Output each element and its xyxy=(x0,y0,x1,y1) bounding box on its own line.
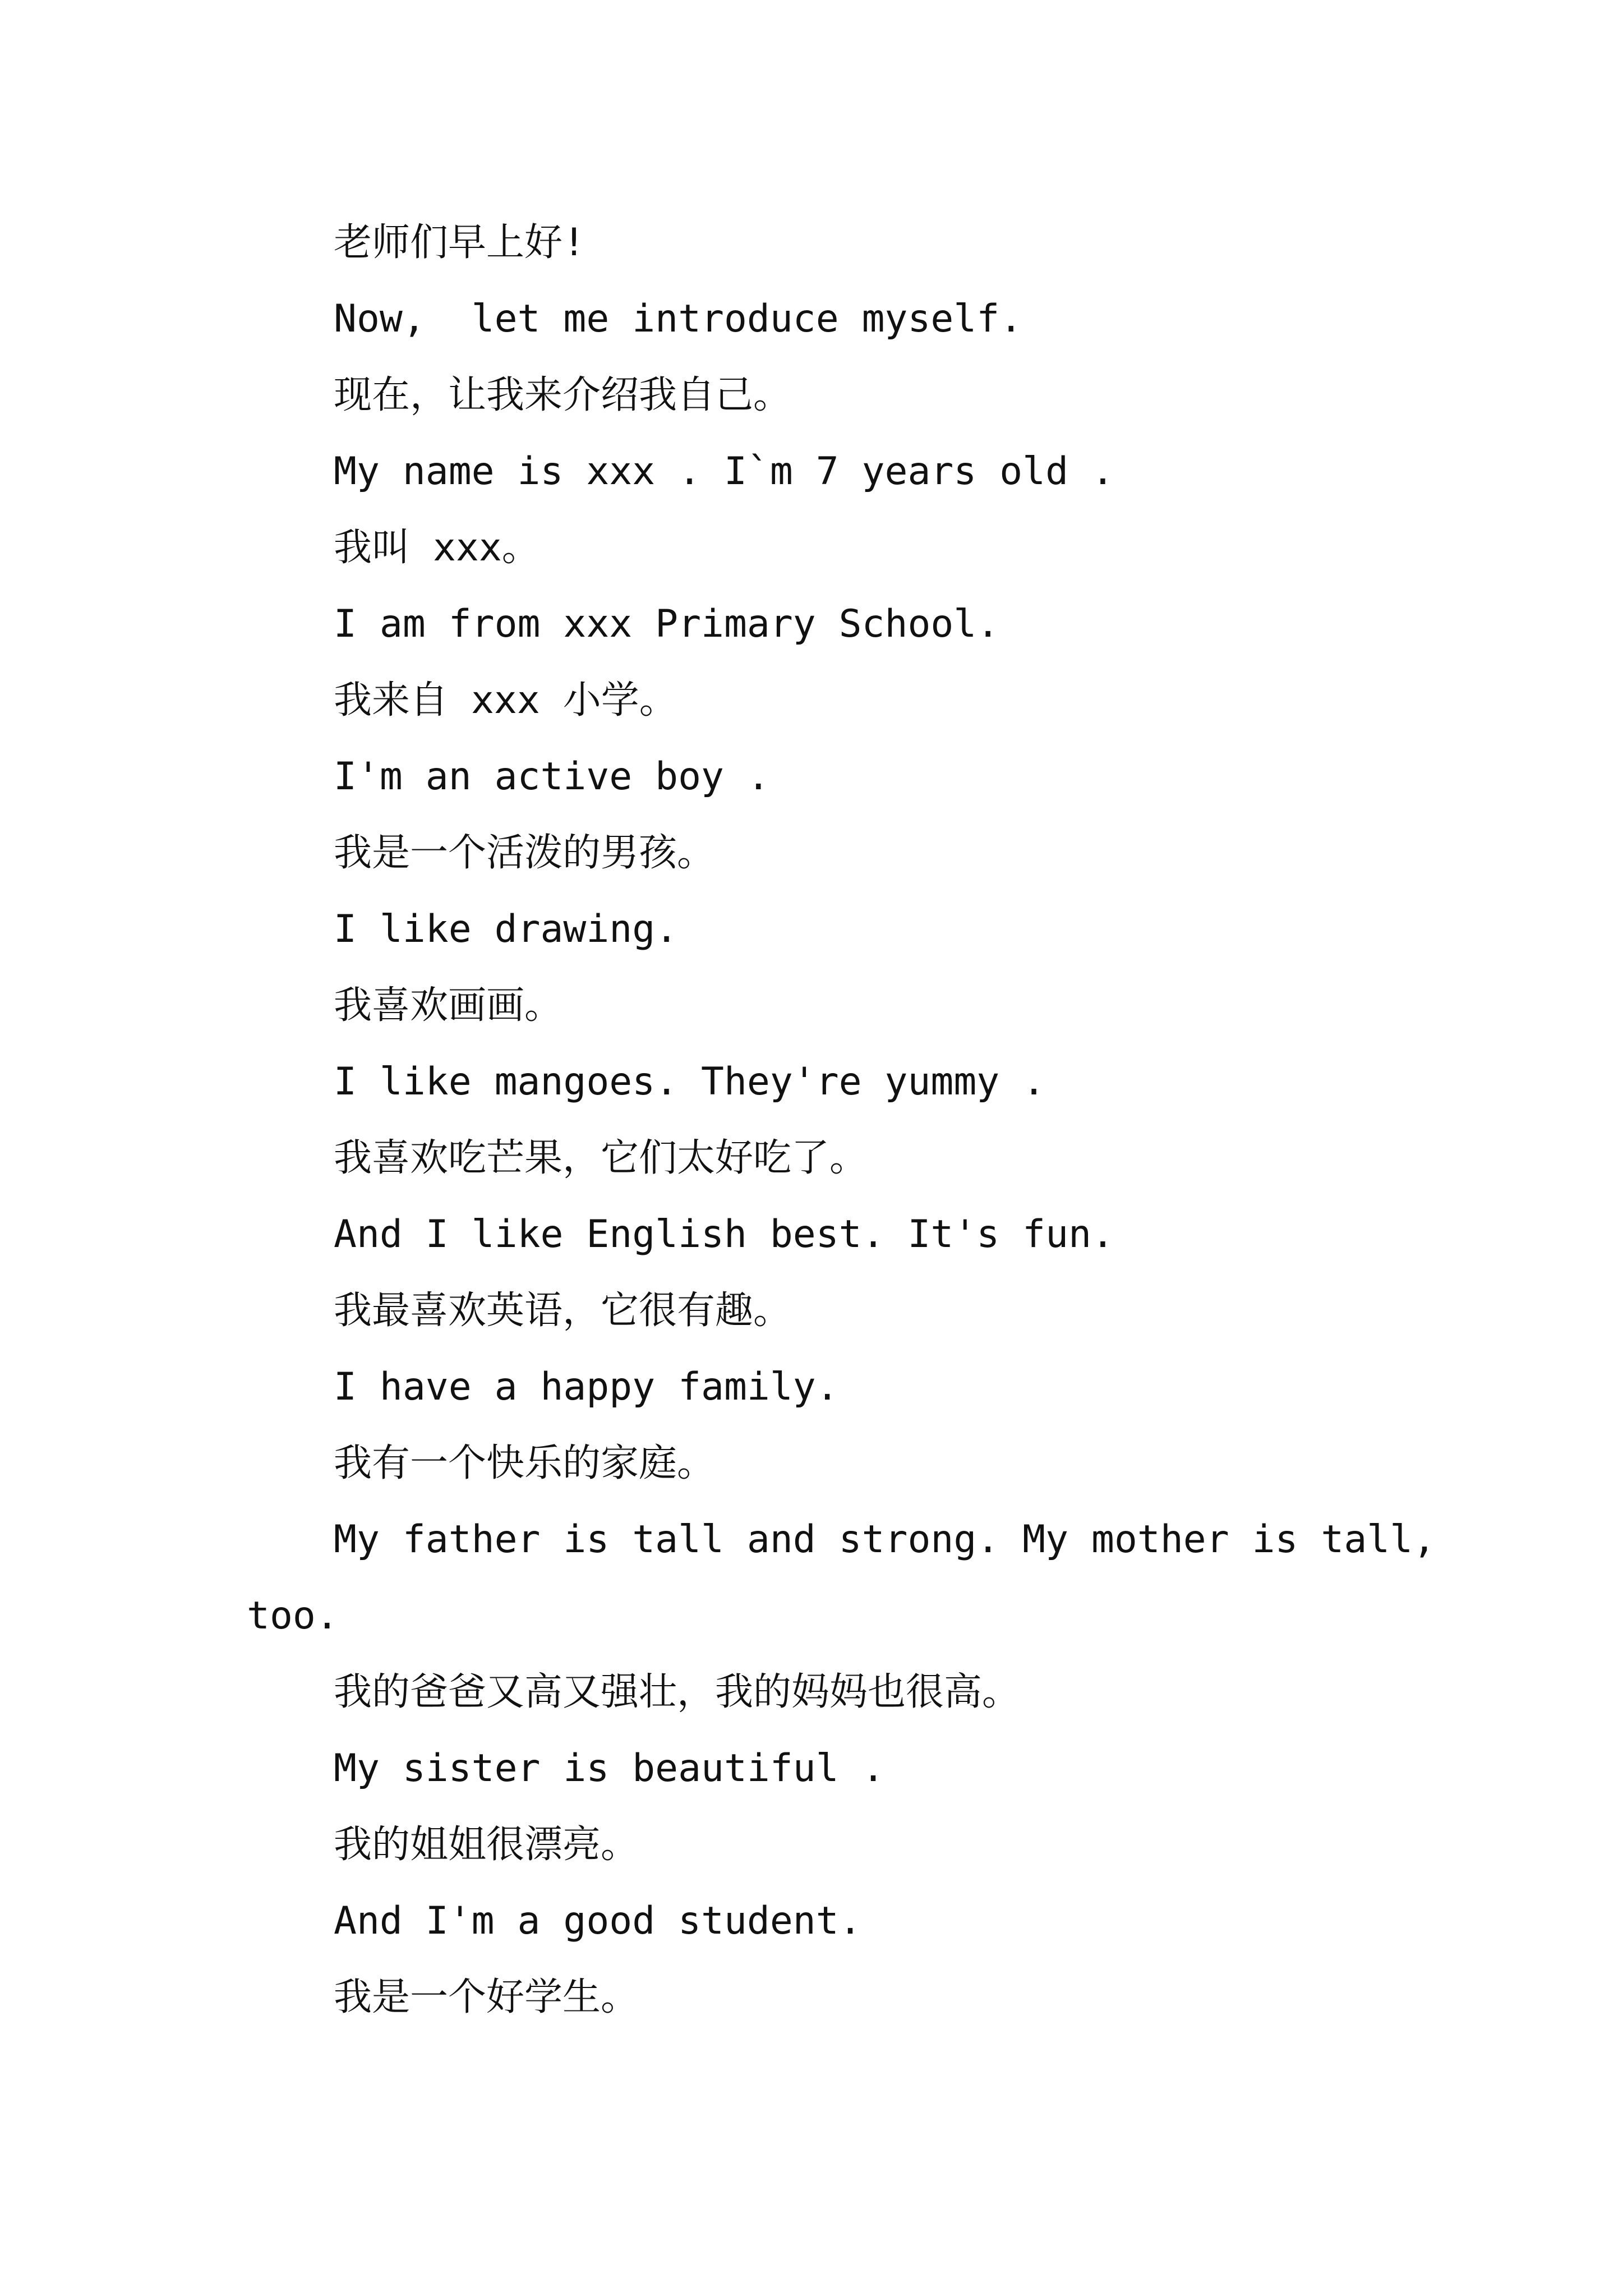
text-line: My sister is beautiful . xyxy=(334,1746,885,1791)
text-line: Now, let me introduce myself. xyxy=(334,297,1023,341)
text-line: My name is xxx . I`m 7 years old . xyxy=(334,449,1114,494)
text-line: 我喜欢画画。 xyxy=(334,983,563,1028)
text-line: 我喜欢吃芒果，它们太好吃了。 xyxy=(334,1136,868,1180)
text-line-continuation: too. xyxy=(247,1594,339,1638)
text-line: I'm an active boy . xyxy=(334,754,770,799)
text-line: 我是一个活泼的男孩。 xyxy=(334,831,716,875)
text-line: And I'm a good student. xyxy=(334,1899,862,1943)
text-line: I am from xxx Primary School. xyxy=(334,602,1000,646)
text-line: I like drawing. xyxy=(334,907,679,951)
text-line: 我来自 xxx 小学。 xyxy=(334,678,677,723)
text-line: And I like English best. It's fun. xyxy=(334,1212,1114,1257)
text-line: 我有一个快乐的家庭。 xyxy=(334,1441,716,1485)
text-line: 我叫 xxx。 xyxy=(334,526,540,570)
text-line: 我最喜欢英语，它很有趣。 xyxy=(334,1289,792,1333)
text-line: 我的姐姐很漂亮。 xyxy=(334,1823,639,1867)
greeting-line: 老师们早上好! xyxy=(334,220,585,265)
text-line: 现在，让我来介绍我自己。 xyxy=(334,373,792,417)
text-line: 我的爸爸又高又强壮，我的妈妈也很高。 xyxy=(334,1670,1021,1714)
text-line: My father is tall and strong. My mother is tall, xyxy=(334,1517,1436,1562)
text-line: I have a happy family. xyxy=(334,1365,839,1409)
text-line: I like mangoes. They're yummy . xyxy=(334,1060,1046,1104)
document-body xyxy=(247,205,1436,2036)
text-line: 我是一个好学生。 xyxy=(334,1975,639,2019)
